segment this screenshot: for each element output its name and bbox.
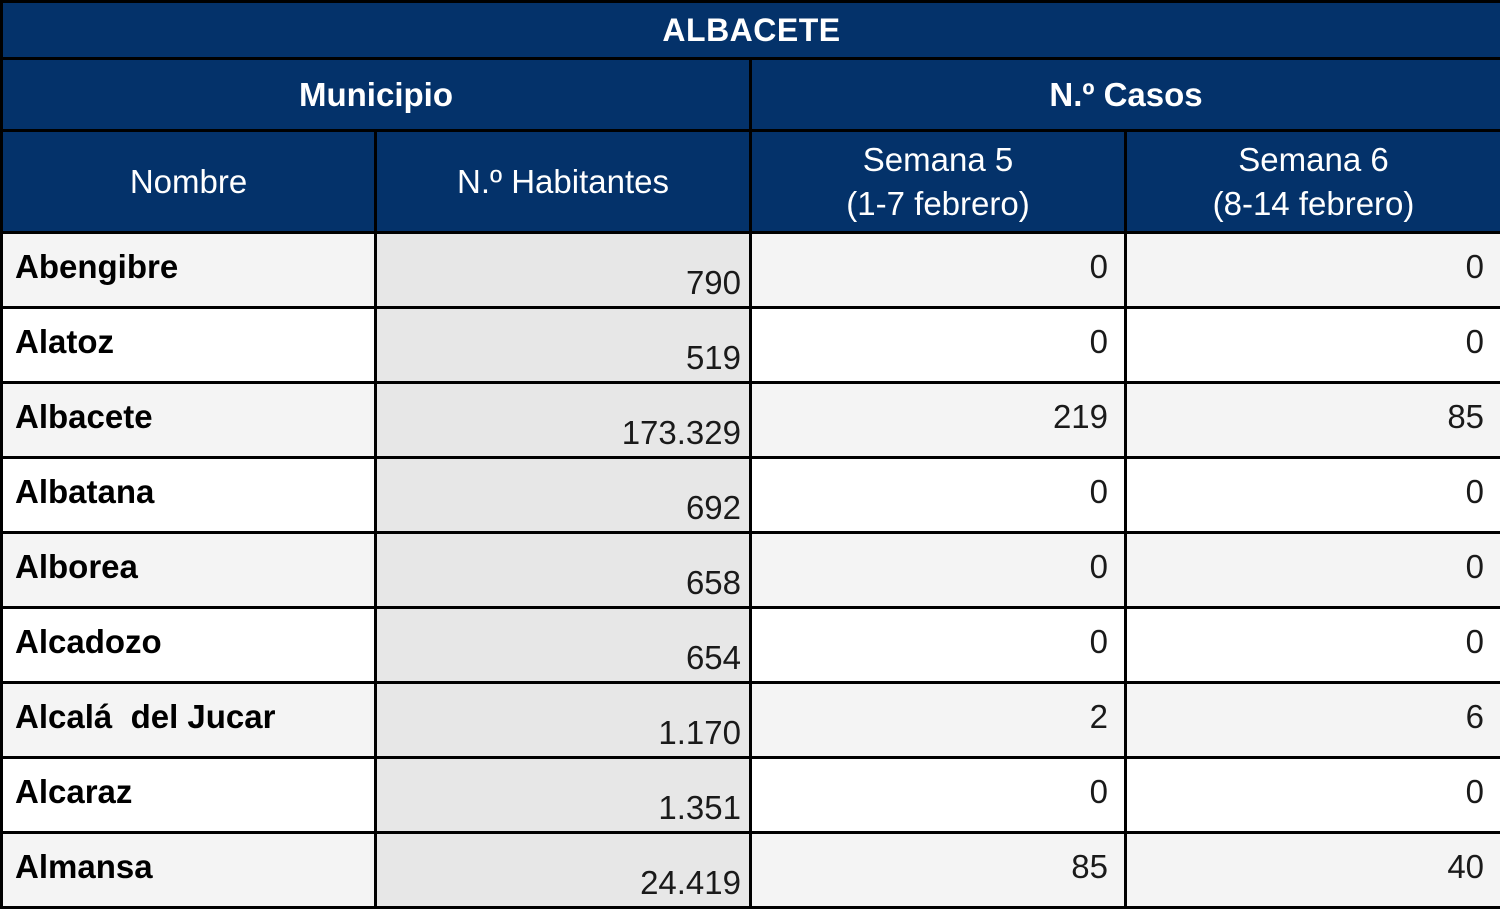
table-row bbox=[2, 233, 1500, 308]
semana5-value: 0 bbox=[751, 308, 1126, 383]
habitantes-value: 658 bbox=[376, 533, 751, 608]
habitantes-value: 173.329 bbox=[376, 383, 751, 458]
municipio-name: Alcaraz bbox=[2, 758, 376, 833]
municipio-name: Almansa bbox=[2, 833, 376, 908]
table-row bbox=[2, 458, 1500, 533]
table-row bbox=[2, 383, 1500, 458]
semana6-value: 0 bbox=[1126, 533, 1500, 608]
municipio-name: Abengibre bbox=[2, 233, 376, 308]
semana5-value: 0 bbox=[751, 758, 1126, 833]
table-body bbox=[2, 233, 1500, 908]
semana6-value: 40 bbox=[1126, 833, 1500, 908]
table-header bbox=[2, 2, 1500, 233]
semana5-dates: (1-7 febrero) bbox=[752, 182, 1124, 226]
column-header-semana5 bbox=[751, 131, 1126, 233]
province-title: ALBACETE bbox=[2, 2, 1500, 59]
table-row bbox=[2, 308, 1500, 383]
table-row bbox=[2, 533, 1500, 608]
column-header-nombre: Nombre bbox=[2, 131, 376, 233]
semana6-value: 0 bbox=[1126, 758, 1500, 833]
group-header-row bbox=[2, 59, 1500, 131]
semana6-value: 85 bbox=[1126, 383, 1500, 458]
municipio-name: Albacete bbox=[2, 383, 376, 458]
semana6-value: 6 bbox=[1126, 683, 1500, 758]
municipio-name: Alborea bbox=[2, 533, 376, 608]
column-header-row bbox=[2, 131, 1500, 233]
table-row bbox=[2, 833, 1500, 908]
semana5-value: 0 bbox=[751, 233, 1126, 308]
habitantes-value: 24.419 bbox=[376, 833, 751, 908]
habitantes-value: 1.351 bbox=[376, 758, 751, 833]
table-row bbox=[2, 683, 1500, 758]
column-header-semana6 bbox=[1126, 131, 1500, 233]
semana5-value: 85 bbox=[751, 833, 1126, 908]
table-row bbox=[2, 608, 1500, 683]
group-header-casos: N.º Casos bbox=[751, 59, 1500, 131]
semana6-value: 0 bbox=[1126, 608, 1500, 683]
column-header-habitantes: N.º Habitantes bbox=[376, 131, 751, 233]
semana5-value: 0 bbox=[751, 608, 1126, 683]
semana5-value: 2 bbox=[751, 683, 1126, 758]
semana6-value: 0 bbox=[1126, 458, 1500, 533]
habitantes-value: 1.170 bbox=[376, 683, 751, 758]
habitantes-value: 519 bbox=[376, 308, 751, 383]
municipio-name: Alcadozo bbox=[2, 608, 376, 683]
habitantes-value: 654 bbox=[376, 608, 751, 683]
table-row bbox=[2, 758, 1500, 833]
municipio-name: Alatoz bbox=[2, 308, 376, 383]
semana5-value: 0 bbox=[751, 533, 1126, 608]
semana6-dates: (8-14 febrero) bbox=[1127, 182, 1500, 226]
semana6-value: 0 bbox=[1126, 233, 1500, 308]
semana5-value: 219 bbox=[751, 383, 1126, 458]
habitantes-value: 692 bbox=[376, 458, 751, 533]
municipio-name: Alcalá del Jucar bbox=[2, 683, 376, 758]
title-row bbox=[2, 2, 1500, 59]
semana5-label: Semana 5 bbox=[752, 138, 1124, 182]
habitantes-value: 790 bbox=[376, 233, 751, 308]
municipio-name: Albatana bbox=[2, 458, 376, 533]
semana6-label: Semana 6 bbox=[1127, 138, 1500, 182]
semana5-value: 0 bbox=[751, 458, 1126, 533]
semana6-value: 0 bbox=[1126, 308, 1500, 383]
group-header-municipio: Municipio bbox=[2, 59, 751, 131]
